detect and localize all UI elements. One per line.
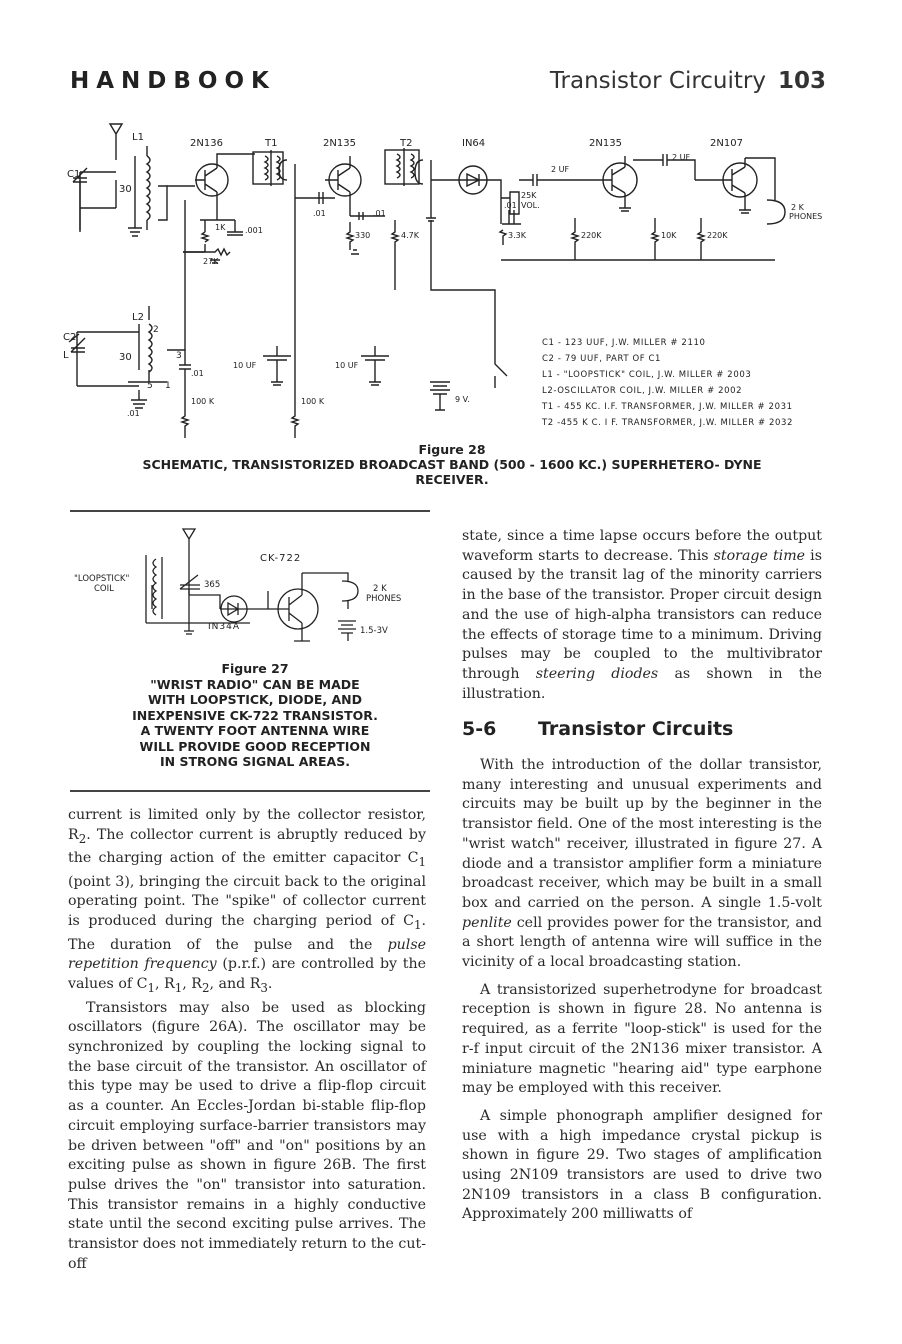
figure-27-label: Figure 27 bbox=[221, 661, 289, 676]
lbl-phones-2k: 2 K bbox=[791, 203, 804, 212]
lbl-c365: 365 bbox=[204, 580, 221, 590]
lbl-c10b: 10 UF bbox=[335, 361, 359, 370]
section-title: Transistor Circuits bbox=[538, 718, 734, 740]
figure-27-line-6: IN STRONG SIGNAL AREAS. bbox=[160, 754, 350, 769]
right-paragraph-2: A transistorized superhetrodyne for broadcast reception is shown in figure 28. No antenna is required, as a ferrite "loop-stick" is used for the r-f input circuit of the 2N136 mixer transistor. A miniature magnetic "hearing aid" type earphone may be employed with this receiver. bbox=[462, 981, 822, 1097]
lbl-q4: 2N107 bbox=[710, 138, 743, 149]
lbl-c01e: .01 bbox=[191, 369, 204, 378]
left-paragraph-2: Transistors may also be used as blocking oscillators (figure 26A). The oscillator may be synchronized by coupling the locking signal to the base circuit of the transistor. An oscillator of this type may be used to drive a flip-flop circuit as a counter. An Eccles-Jordan bi-stable flip-flop circuit employing surface-barrier transistors may be driven between "off" and "on" positions by an exciting pulse as shown in figure 26B. The first pulse drives the "on" transistor into saturation. This transistor remains in a highly conductive state until the second exciting pulse arrives. The transistor does not immediately return to the cut-off bbox=[68, 999, 427, 1272]
lbl-c2: C2 bbox=[63, 332, 77, 343]
lbl-c10a: 10 UF bbox=[233, 361, 257, 370]
figure-28-schematic bbox=[55, 120, 840, 438]
figure-27-line-4: A TWENTY FOOT ANTENNA WIRE bbox=[140, 723, 370, 738]
running-head-handbook: HANDBOOK bbox=[70, 68, 276, 94]
lbl-t1: T1 bbox=[265, 138, 278, 149]
figure-28-title: SCHEMATIC, TRANSISTORIZED BROADCAST BAND (500 - 1600 KC.) SUPERHETERO- DYNE RECEIVER. bbox=[142, 457, 762, 487]
figure-27-line-1: "WRIST RADIO" CAN BE MADE bbox=[150, 676, 360, 692]
rule-left-top bbox=[70, 510, 430, 512]
lbl-r100b: 100 K bbox=[301, 397, 325, 406]
lbl-n3: 3 bbox=[176, 351, 182, 361]
lbl-c01c: .01 bbox=[504, 201, 517, 210]
right-paragraph-0: state, since a time lapse occurs before the output waveform starts to decrease. This storage time is caused by the transit lag of the minority carriers in the base of the transistor. Proper circuit design and the use of high-alpha transistors can reduce the effects of storage time to a minimum. Driving pulses may be coupled to the multivibrator through steering diodes as shown in the illustration. bbox=[462, 528, 823, 702]
t2-transformer bbox=[385, 150, 419, 184]
lbl-r1k: 1K bbox=[215, 223, 226, 232]
right-column-top bbox=[462, 527, 822, 704]
lbl-t2: T2 bbox=[400, 138, 413, 149]
legend-line-2: C2 - 79 UUF, PART OF C1 bbox=[542, 354, 662, 364]
figure-28-label: Figure 28 bbox=[418, 442, 486, 457]
running-head-chapter bbox=[550, 68, 826, 94]
lbl-d1: IN64 bbox=[462, 138, 486, 149]
left-column bbox=[68, 806, 426, 1274]
lbl-l1: L1 bbox=[132, 132, 144, 143]
lbl-battery: 1.5-3V bbox=[360, 626, 388, 636]
lbl-c01a: .01 bbox=[313, 209, 326, 218]
lbl-r100a: 100 K bbox=[191, 397, 215, 406]
legend-line-4: L2-OSCILLATOR COIL, J.W. MILLER # 2002 bbox=[542, 386, 743, 396]
lbl-r25k: 25K bbox=[521, 191, 537, 200]
loopstick-coil bbox=[153, 559, 156, 615]
chapter-title: Transistor Circuitry bbox=[549, 68, 766, 94]
right-paragraph-3: A simple phonograph amplifier designed for use with a high impedance crystal pickup is shown in figure 29. Two stages of amplification using 2N109 transistors are used to drive two 2N109 transistors in a class B configuration. Approximately 200 milliwatts of bbox=[462, 1107, 822, 1223]
lbl-n2: 2 bbox=[153, 325, 159, 335]
lbl-c001: .001 bbox=[245, 226, 263, 235]
lbl-c2uf-b: 2 UF bbox=[672, 153, 691, 162]
lbl-r330: 330 bbox=[355, 231, 371, 240]
figure-28-caption bbox=[70, 442, 834, 487]
lbl-c01b: .01 bbox=[373, 209, 386, 218]
l1-coil bbox=[147, 156, 150, 220]
lbl-n5: 5 bbox=[147, 381, 153, 391]
lbl-ck722: CK-722 bbox=[260, 553, 302, 564]
figure-27-line-2: WITH LOOPSTICK, DIODE, AND bbox=[147, 692, 363, 707]
l2-coil bbox=[149, 324, 152, 372]
lbl-c30b: 30 bbox=[119, 352, 132, 363]
lbl-r220b: 220K bbox=[707, 231, 728, 240]
lbl-c30a: 30 bbox=[119, 184, 132, 195]
left-paragraph-1: current is limited only by the collector resistor, $R_2$. The collector current is abruptly reduced by the charging action of the emitter capacitor $C_1$ (point 3), bringing the circuit back to the original operating point. The "spike" of collector current is produced during the charging period of $C_1$. The duration of the pulse and the pulse repetition frequency (p.r.f.) are controlled by the values of $C_1$, $R_1$, $R_2$, and $R_3$. bbox=[68, 807, 427, 995]
lbl-c2uf-a: 2 UF bbox=[551, 165, 570, 174]
lbl-q3: 2N135 bbox=[589, 138, 622, 149]
lbl-l2: L2 bbox=[132, 312, 144, 323]
lbl-loopstick: "LOOPSTICK" bbox=[74, 574, 130, 584]
antenna-symbol bbox=[110, 124, 122, 144]
legend-line-3: L1 - "LOOPSTICK" COIL, J.W. MILLER # 2003 bbox=[542, 370, 752, 380]
rule-left-bottom bbox=[70, 790, 430, 792]
right-paragraph-1: With the introduction of the dollar transistor, many interesting and unusual experiments and circuits may be built up by the beginner in the transistor field. One of the most interesting is the "wrist watch" receiver, illustrated in figure 27. A diode and a transistor amplifier form a miniature broadcast receiver, which may be built in a small box and carried on the person. A single 1.5-volt penlite cell provides power for the transistor, and a short length of antenna wire will suffice in the vicinity of a local broadcasting station. bbox=[462, 757, 822, 971]
legend-line-5: T1 - 455 KC. I.F. TRANSFORMER, J.W. MILLER # 2031 bbox=[542, 402, 793, 412]
lbl-q1: 2N136 bbox=[190, 138, 223, 149]
lbl-coil: COIL bbox=[94, 584, 114, 594]
lbl-r10k: 10K bbox=[661, 231, 677, 240]
lbl-l: L bbox=[63, 350, 69, 361]
figure-27-caption bbox=[80, 661, 430, 770]
lbl-r33k: 3.3K bbox=[508, 231, 526, 240]
lbl-r27k: 27K bbox=[203, 257, 219, 266]
lbl-q2: 2N135 bbox=[323, 138, 356, 149]
lbl-n1: 1 bbox=[165, 381, 171, 391]
lbl-r47k: 4.7K bbox=[401, 231, 419, 240]
lbl-ph-2k: 2 K bbox=[373, 584, 387, 594]
page-number: 103 bbox=[777, 68, 826, 94]
lbl-in34a: IN34A bbox=[208, 622, 240, 632]
lbl-vol: VOL. bbox=[521, 201, 540, 210]
figure-27-schematic bbox=[70, 525, 430, 655]
figure-27-line-3: INEXPENSIVE CK-722 TRANSISTOR. bbox=[132, 707, 378, 723]
lbl-phones: PHONES bbox=[789, 212, 823, 221]
figure-27-line-5: WILL PROVIDE GOOD RECEPTION bbox=[139, 738, 371, 754]
lbl-phones: PHONES bbox=[366, 594, 402, 604]
lbl-c1: C1 bbox=[67, 169, 81, 180]
section-heading bbox=[462, 718, 733, 740]
right-column-bottom bbox=[462, 756, 822, 1225]
legend-line-6: T2 -455 K C. I F. TRANSFORMER, J.W. MILLER # 2032 bbox=[542, 418, 794, 428]
legend-line-1: C1 - 123 UUF, J.W. MILLER # 2110 bbox=[542, 338, 706, 348]
lbl-r220a: 220K bbox=[581, 231, 602, 240]
section-number: 5-6 bbox=[462, 718, 497, 740]
lbl-c01d: .01 bbox=[127, 409, 140, 418]
lbl-9v: 9 V. bbox=[455, 395, 470, 404]
